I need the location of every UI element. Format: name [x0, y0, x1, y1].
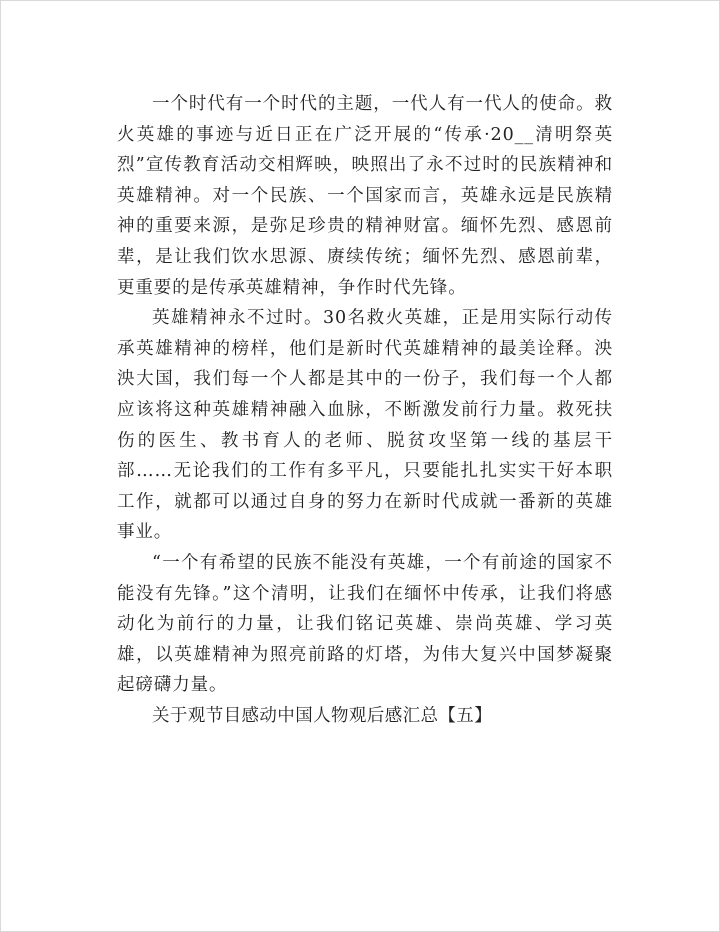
section-heading: 关于观节目感动中国人物观后感汇总【五】 [152, 705, 493, 726]
paragraph-3: “一个有希望的民族不能没有英雄，一个有前途的国家不能没有先锋。”这个清明，让我们在缅怀中传承，让我们将感动化为前行的力量，让我们铭记英雄、崇尚英雄、学习英雄，以英雄精神为照亮前路的灯塔，为伟大复兴中国梦凝聚起磅礴力量。 [117, 552, 613, 696]
document-body [117, 89, 613, 731]
paragraph-1: 一个时代有一个时代的主题，一代人有一代人的使命。救火英雄的事迹与近日正在广泛开展的“传承·20__清明祭英烈”宣传教育活动交相辉映，映照出了永不过时的民族精神和英雄精神。对一个民族、一个国家而言，英雄永远是民族精神的重要来源，是弥足珍贵的精神财富。缅怀先烈、感恩前辈，是让我们饮水思源、赓续传统；缅怀先烈、感恩前辈，更重要的是传承英雄精神，争作时代先锋。 [117, 94, 613, 298]
paragraph-2: 英雄精神永不过时。30名救火英雄，正是用实际行动传承英雄精神的榜样，他们是新时代英雄精神的最美诠释。泱泱大国，我们每一个人都是其中的一份子，我们每一个人都应该将这种英雄精神融入血脉，不断激发前行力量。救死扶伤的医生、教书育人的老师、脱贫攻坚第一线的基层干部……无论我们的工作有多平凡，只要能扎扎实实干好本职工作，就都可以通过自身的努力在新时代成就一番新的英雄事业。 [117, 308, 613, 543]
